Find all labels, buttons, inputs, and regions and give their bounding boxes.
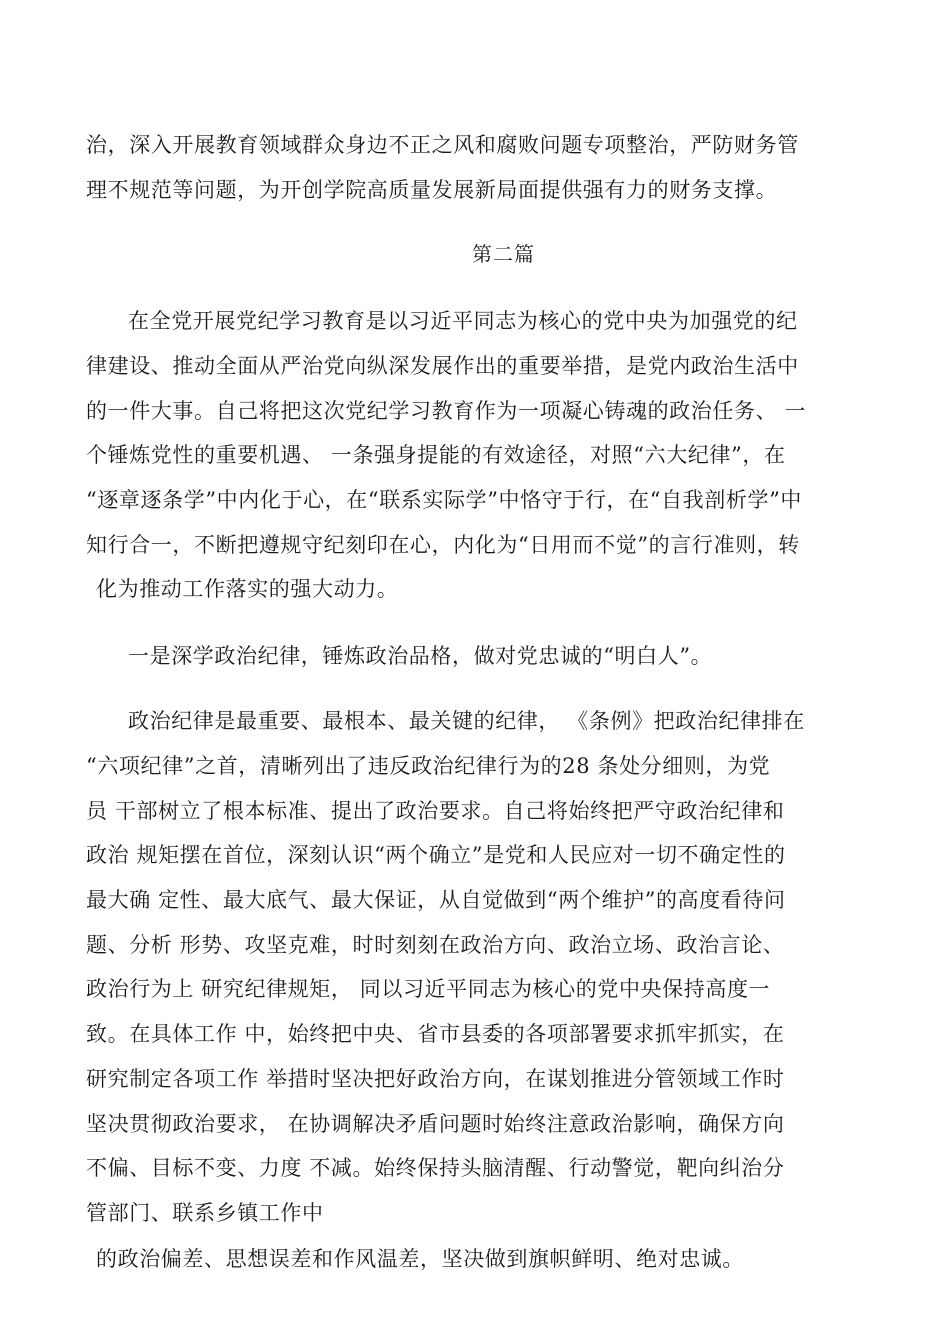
paragraph-4-line-12: 管部门、联系乡镇工作中 xyxy=(86,1201,324,1225)
section-heading: 第二篇 xyxy=(472,242,535,266)
paragraph-4-line-7: 政治行为上 研究纪律规矩， 同以习近平同志为核心的党中央保持高度一 xyxy=(86,977,771,1001)
paragraph-4-line-1: 政治纪律是最重要、最根本、最关键的纪律， 《条例》把政治纪律排在 xyxy=(128,709,805,733)
paragraph-4-line-13: 的政治偏差、思想误差和作风温差，坚决做到旗帜鲜明、绝对忠诚。 xyxy=(96,1247,744,1271)
paragraph-2-line-1: 在全党开展党纪学习教育是以习近平同志为核心的党中央为加强党的纪 xyxy=(128,309,798,333)
paragraph-4-line-2: “六项纪律”之首，清晰列出了违反政治纪律行为的28 条处分细则，为党 xyxy=(86,754,771,778)
paragraph-4-line-4: 政治 规矩摆在首位，深刻认识“两个确立”是党和人民应对一切不确定性的 xyxy=(86,843,786,867)
paragraph-2-line-2: 律建设、推动全面从严治党向纵深发展作出的重要举措，是党内政治生活中 xyxy=(86,354,799,378)
paragraph-2-line-6: 知行合一，不断把遵规守纪刻印在心，内化为“日用而不觉”的言行准则，转 xyxy=(86,533,800,557)
paragraph-2-line-4: 个锤炼党性的重要机遇、 一条强身提能的有效途径，对照“六大纪律”，在 xyxy=(86,443,786,467)
paragraph-3-line-1: 一是深学政治纪律，锤炼政治品格，做对党忠诚的“明白人”。 xyxy=(128,644,713,668)
paragraph-2-line-7: 化为推动工作落实的强大动力。 xyxy=(96,577,399,601)
paragraph-4-line-8: 致。在具体工作 中，始终把中央、省市县委的各项部署要求抓牢抓实，在 xyxy=(86,1022,785,1046)
paragraph-4-line-5: 最大确 定性、最大底气、最大保证，从自觉做到“两个维护”的高度看待问 xyxy=(86,888,786,912)
paragraph-4-line-6: 题、分析 形势、攻坚克难，时时刻刻在政治方向、政治立场、政治言论、 xyxy=(86,933,785,957)
paragraph-4-line-10: 坚决贯彻政治要求， 在协调解决矛盾问题时始终注意政治影响，确保方向 xyxy=(86,1112,785,1136)
paragraph-4-line-3: 员 干部树立了根本标准、提出了政治要求。自己将始终把严守政治纪律和 xyxy=(86,799,785,823)
paragraph-4-line-9: 研究制定各项工作 举措时坚决把好政治方向，在谋划推进分管领域工作时 xyxy=(86,1067,785,1091)
paragraph-1-line-1: 治，深入开展教育领域群众身边不正之风和腐败问题专项整治，严防财务管 xyxy=(86,133,799,157)
paragraph-2-line-5: “逐章逐条学”中内化于心，在“联系实际学”中恪守于行，在“自我剖析学”中 xyxy=(86,488,803,512)
paragraph-1-line-2: 理不规范等问题，为开创学院高质量发展新局面提供强有力的财务支撑。 xyxy=(86,178,778,202)
paragraph-2-line-3: 的一件大事。自己将把这次党纪学习教育作为一项凝心铸魂的政治任务、 一 xyxy=(86,399,807,423)
paragraph-4-line-11: 不偏、目标不变、力度 不减。始终保持头脑清醒、行动警觉，靶向纠治分 xyxy=(86,1156,785,1180)
